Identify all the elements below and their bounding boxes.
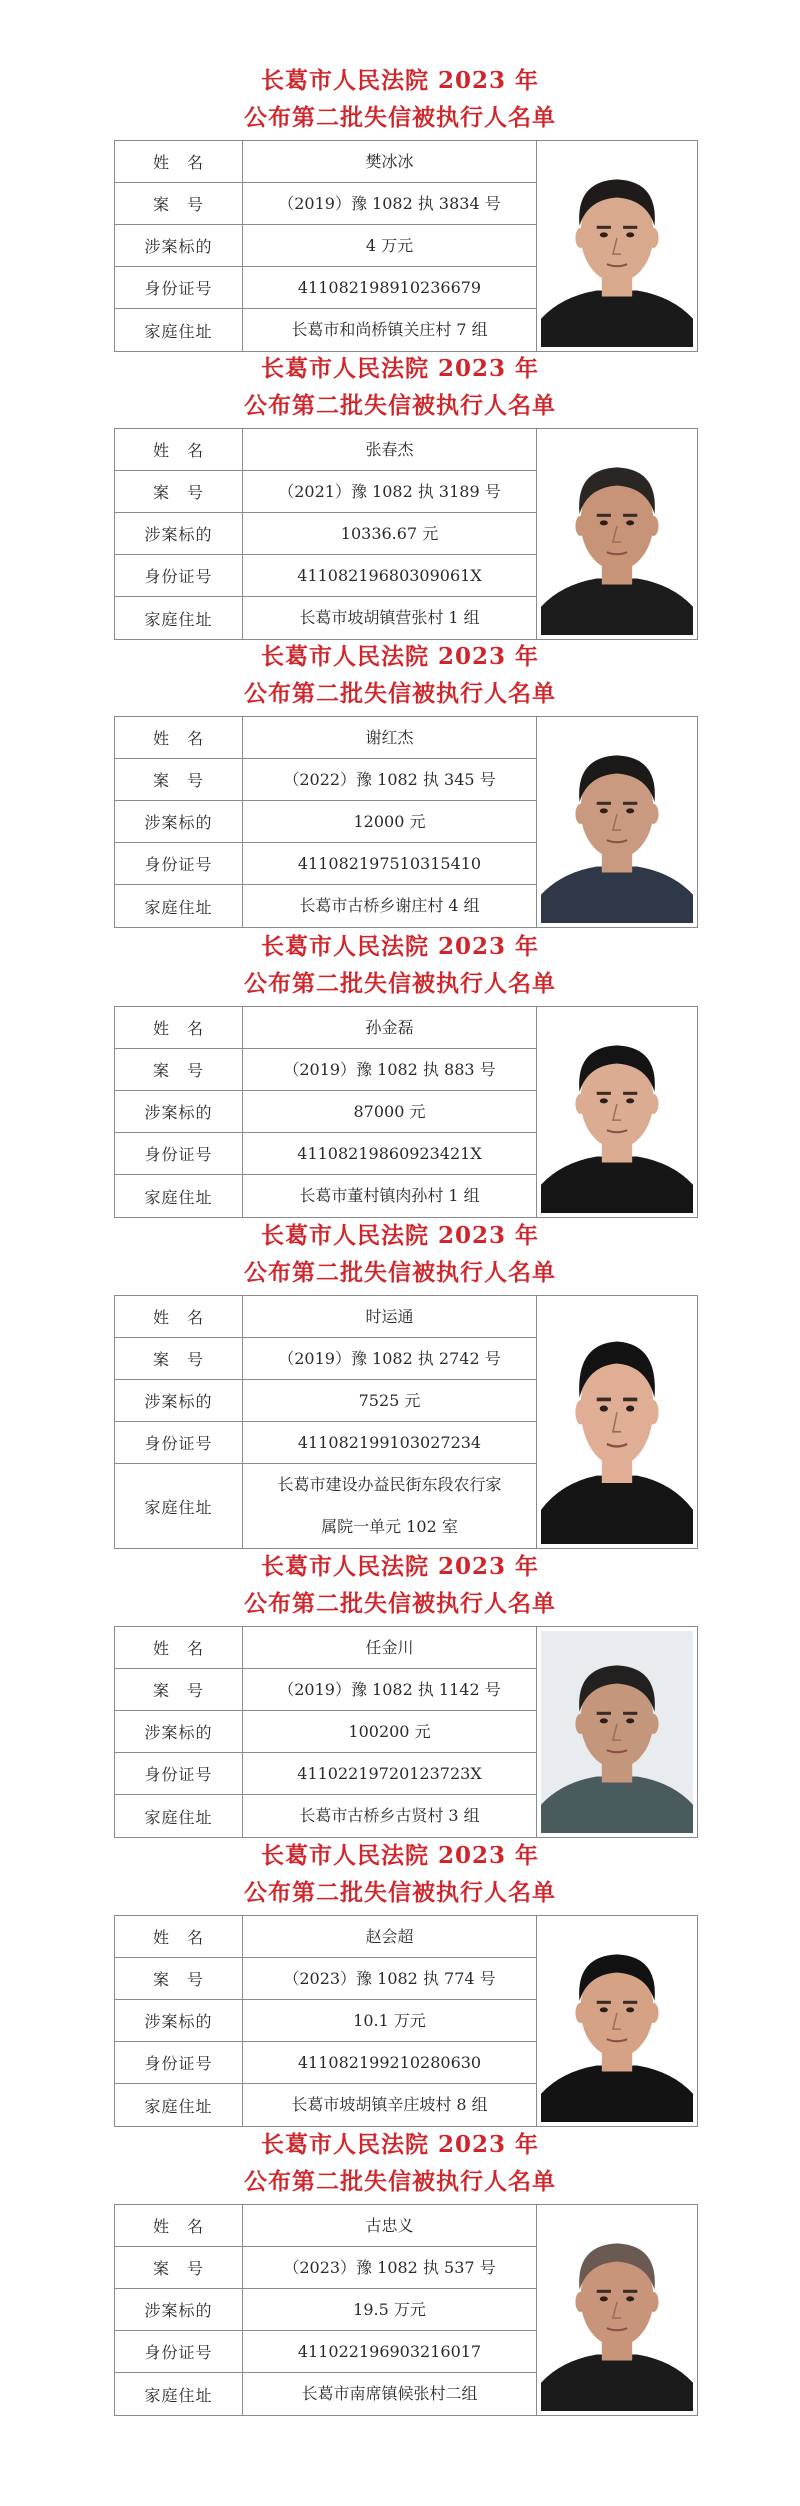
info-table: [114, 140, 698, 352]
id-number-value: 411082198910236679: [297, 277, 482, 297]
id-number-value: 411022196903216017: [297, 2341, 482, 2361]
info-row-id-number: [115, 1133, 536, 1175]
id-number-value: 411082197510315410: [297, 853, 482, 873]
case-number-label: 案 号: [115, 1049, 243, 1090]
portrait-illustration: [541, 145, 693, 347]
info-row-id-number: [115, 1753, 536, 1795]
info-row-case-amount: [115, 801, 536, 843]
home-address-label: 家庭住址: [115, 2084, 243, 2126]
case-amount-value: 19.5 万元: [353, 2299, 426, 2319]
photo-cell: [536, 429, 697, 639]
case-number-label: 案 号: [115, 1669, 243, 1710]
home-address-value: 长葛市和尚桥镇关庄村 7 组: [291, 320, 488, 339]
info-row-case-number: [115, 1669, 536, 1711]
info-row-name: [115, 2205, 536, 2247]
name-label: 姓 名: [115, 717, 243, 758]
id-number-label: 身份证号: [115, 1133, 243, 1174]
person-photo: [541, 1011, 693, 1213]
portrait-illustration: [541, 2209, 693, 2411]
info-row-home-address: [115, 1175, 536, 1217]
info-row-case-amount: [115, 225, 536, 267]
info-table: [114, 1295, 698, 1549]
id-number-label: 身份证号: [115, 1422, 243, 1463]
info-row-id-number: [115, 2331, 536, 2373]
name-label: 姓 名: [115, 429, 243, 470]
home-address-value: 长葛市董村镇肉孙村 1 组: [299, 1186, 480, 1205]
id-number-value: 411082199103027234: [297, 1432, 482, 1452]
info-table: [114, 1006, 698, 1218]
home-address-label: 家庭住址: [115, 1464, 243, 1548]
home-address-value: 长葛市坡胡镇营张村 1 组: [299, 608, 480, 627]
case-amount-label: 涉案标的: [115, 2000, 243, 2041]
info-row-home-address: [115, 597, 536, 639]
id-number-label: 身份证号: [115, 2331, 243, 2372]
case-number-label: 案 号: [115, 1338, 243, 1379]
info-row-home-address: [115, 309, 536, 351]
info-row-case-number: [115, 1049, 536, 1091]
notice-title-line1: 长葛市人民法院 2023 年: [260, 67, 540, 94]
info-row-name: [115, 1296, 536, 1338]
notice-title-line2: 公布第二批失信被执行人名单: [244, 104, 556, 131]
case-number-label: 案 号: [115, 471, 243, 512]
home-address-label: 家庭住址: [115, 1175, 243, 1217]
notice-title-line2: 公布第二批失信被执行人名单: [244, 2168, 556, 2195]
photo-cell: [536, 1627, 697, 1837]
home-address-value: 长葛市南席镇候张村二组: [301, 2384, 478, 2403]
info-row-id-number: [115, 555, 536, 597]
info-row-case-amount: [115, 1091, 536, 1133]
case-number-value: （2019）豫 1082 执 3834 号: [278, 193, 501, 213]
notice-title-line1: 长葛市人民法院 2023 年: [260, 933, 540, 960]
info-row-case-number: [115, 471, 536, 513]
portrait-illustration: [541, 433, 693, 635]
name-value: 赵会超: [365, 1926, 414, 1946]
id-number-value: 41108219860923421X: [297, 1143, 482, 1163]
notice-title-line1: 长葛市人民法院 2023 年: [260, 643, 540, 670]
person-photo: [541, 433, 693, 635]
case-number-value: （2021）豫 1082 执 3189 号: [278, 481, 501, 501]
id-number-value: 411082199210280630: [297, 2052, 482, 2072]
case-amount-value: 100200 元: [348, 1721, 431, 1741]
name-value: 时运通: [365, 1306, 414, 1326]
info-row-home-address: [115, 2373, 536, 2415]
info-row-case-number: [115, 1338, 536, 1380]
case-amount-value: 7525 元: [358, 1390, 421, 1410]
name-value: 樊冰冰: [365, 151, 414, 171]
home-address-label: 家庭住址: [115, 2373, 243, 2415]
info-row-case-number: [115, 2247, 536, 2289]
info-row-name: [115, 717, 536, 759]
info-row-home-address: [115, 1795, 536, 1837]
case-number-value: （2023）豫 1082 执 774 号: [283, 1968, 496, 1988]
name-label: 姓 名: [115, 1627, 243, 1668]
home-address-value: 长葛市古桥乡古贤村 3 组: [299, 1806, 480, 1825]
case-amount-label: 涉案标的: [115, 225, 243, 266]
info-row-name: [115, 1007, 536, 1049]
notice-title-line1: 长葛市人民法院 2023 年: [260, 1553, 540, 1580]
photo-cell: [536, 141, 697, 351]
home-address-label: 家庭住址: [115, 597, 243, 639]
case-amount-label: 涉案标的: [115, 1091, 243, 1132]
case-amount-value: 12000 元: [353, 811, 426, 831]
notice-title-line2: 公布第二批失信被执行人名单: [244, 1259, 556, 1286]
id-number-label: 身份证号: [115, 1753, 243, 1794]
home-address-value: 长葛市古桥乡谢庄村 4 组: [299, 896, 480, 915]
case-number-label: 案 号: [115, 183, 243, 224]
case-amount-value: 87000 元: [353, 1101, 426, 1121]
case-number-value: （2022）豫 1082 执 345 号: [283, 769, 496, 789]
case-amount-value: 4 万元: [365, 235, 414, 255]
info-table: [114, 1915, 698, 2127]
case-amount-label: 涉案标的: [115, 1711, 243, 1752]
case-number-label: 案 号: [115, 1958, 243, 1999]
home-address-value: [243, 1464, 536, 1548]
case-number-value: （2019）豫 1082 执 883 号: [283, 1059, 496, 1079]
notice-title-line2: 公布第二批失信被执行人名单: [244, 392, 556, 419]
info-row-case-amount: [115, 1711, 536, 1753]
case-amount-label: 涉案标的: [115, 2289, 243, 2330]
person-photo: [541, 2209, 693, 2411]
notice-title-line2: 公布第二批失信被执行人名单: [244, 970, 556, 997]
photo-cell: [536, 1296, 697, 1548]
portrait-illustration: [541, 1300, 693, 1544]
name-value: 张春杰: [365, 439, 414, 459]
info-row-id-number: [115, 2042, 536, 2084]
name-label: 姓 名: [115, 2205, 243, 2246]
name-label: 姓 名: [115, 1916, 243, 1957]
case-number-value: （2023）豫 1082 执 537 号: [283, 2257, 496, 2277]
id-number-label: 身份证号: [115, 555, 243, 596]
info-row-case-amount: [115, 1380, 536, 1422]
home-address-label: 家庭住址: [115, 309, 243, 351]
notice-title-line1: 长葛市人民法院 2023 年: [260, 1842, 540, 1869]
info-row-case-amount: [115, 513, 536, 555]
info-row-name: [115, 1627, 536, 1669]
portrait-illustration: [541, 721, 693, 923]
info-row-home-address: [115, 1464, 536, 1548]
info-row-id-number: [115, 843, 536, 885]
portrait-illustration: [541, 1920, 693, 2122]
notice-title-line1: 长葛市人民法院 2023 年: [260, 2131, 540, 2158]
person-photo: [541, 145, 693, 347]
portrait-illustration: [541, 1011, 693, 1213]
info-row-case-number: [115, 183, 536, 225]
home-address-label: 家庭住址: [115, 1795, 243, 1837]
case-number-value: （2019）豫 1082 执 2742 号: [278, 1348, 501, 1368]
id-number-label: 身份证号: [115, 267, 243, 308]
home-address-line2: 属院一单元 102 室: [321, 1517, 458, 1536]
notice-title-line2: 公布第二批失信被执行人名单: [244, 1879, 556, 1906]
case-amount-label: 涉案标的: [115, 801, 243, 842]
person-photo: [541, 1631, 693, 1833]
info-row-id-number: [115, 267, 536, 309]
info-row-case-number: [115, 759, 536, 801]
home-address-value: 长葛市坡胡镇辛庄坡村 8 组: [291, 2095, 488, 2114]
id-number-label: 身份证号: [115, 2042, 243, 2083]
case-amount-value: 10336.67 元: [340, 523, 439, 543]
name-value: 谢红杰: [365, 727, 414, 747]
notice-title-line1: 长葛市人民法院 2023 年: [260, 1222, 540, 1249]
case-amount-label: 涉案标的: [115, 513, 243, 554]
case-number-label: 案 号: [115, 2247, 243, 2288]
name-value: 孙金磊: [365, 1017, 414, 1037]
name-label: 姓 名: [115, 1296, 243, 1337]
home-address-label: 家庭住址: [115, 885, 243, 927]
person-photo: [541, 1920, 693, 2122]
info-row-case-amount: [115, 2289, 536, 2331]
portrait-illustration: [541, 1631, 693, 1833]
case-amount-value: 10.1 万元: [353, 2010, 426, 2030]
name-label: 姓 名: [115, 141, 243, 182]
case-number-label: 案 号: [115, 759, 243, 800]
photo-cell: [536, 1007, 697, 1217]
info-row-home-address: [115, 885, 536, 927]
name-value: 任金川: [365, 1637, 414, 1657]
photo-cell: [536, 717, 697, 927]
name-value: 古忠义: [365, 2215, 414, 2235]
person-photo: [541, 1300, 693, 1544]
info-row-id-number: [115, 1422, 536, 1464]
id-number-value: 41108219680309061X: [297, 565, 482, 585]
info-row-home-address: [115, 2084, 536, 2126]
info-row-case-number: [115, 1958, 536, 2000]
info-table: [114, 428, 698, 640]
case-amount-label: 涉案标的: [115, 1380, 243, 1421]
photo-cell: [536, 1916, 697, 2126]
notice-title-line2: 公布第二批失信被执行人名单: [244, 1590, 556, 1617]
person-photo: [541, 721, 693, 923]
photo-cell: [536, 2205, 697, 2415]
name-label: 姓 名: [115, 1007, 243, 1048]
notice-title-line1: 长葛市人民法院 2023 年: [260, 355, 540, 382]
id-number-label: 身份证号: [115, 843, 243, 884]
home-address-line1: 长葛市建设办益民街东段农行家: [277, 1475, 502, 1494]
info-row-case-amount: [115, 2000, 536, 2042]
info-row-name: [115, 429, 536, 471]
info-table: [114, 716, 698, 928]
id-number-value: 41102219720123723X: [297, 1763, 482, 1783]
info-table: [114, 2204, 698, 2416]
info-row-name: [115, 1916, 536, 1958]
info-table: [114, 1626, 698, 1838]
notice-title-line2: 公布第二批失信被执行人名单: [244, 680, 556, 707]
info-row-name: [115, 141, 536, 183]
case-number-value: （2019）豫 1082 执 1142 号: [278, 1679, 501, 1699]
